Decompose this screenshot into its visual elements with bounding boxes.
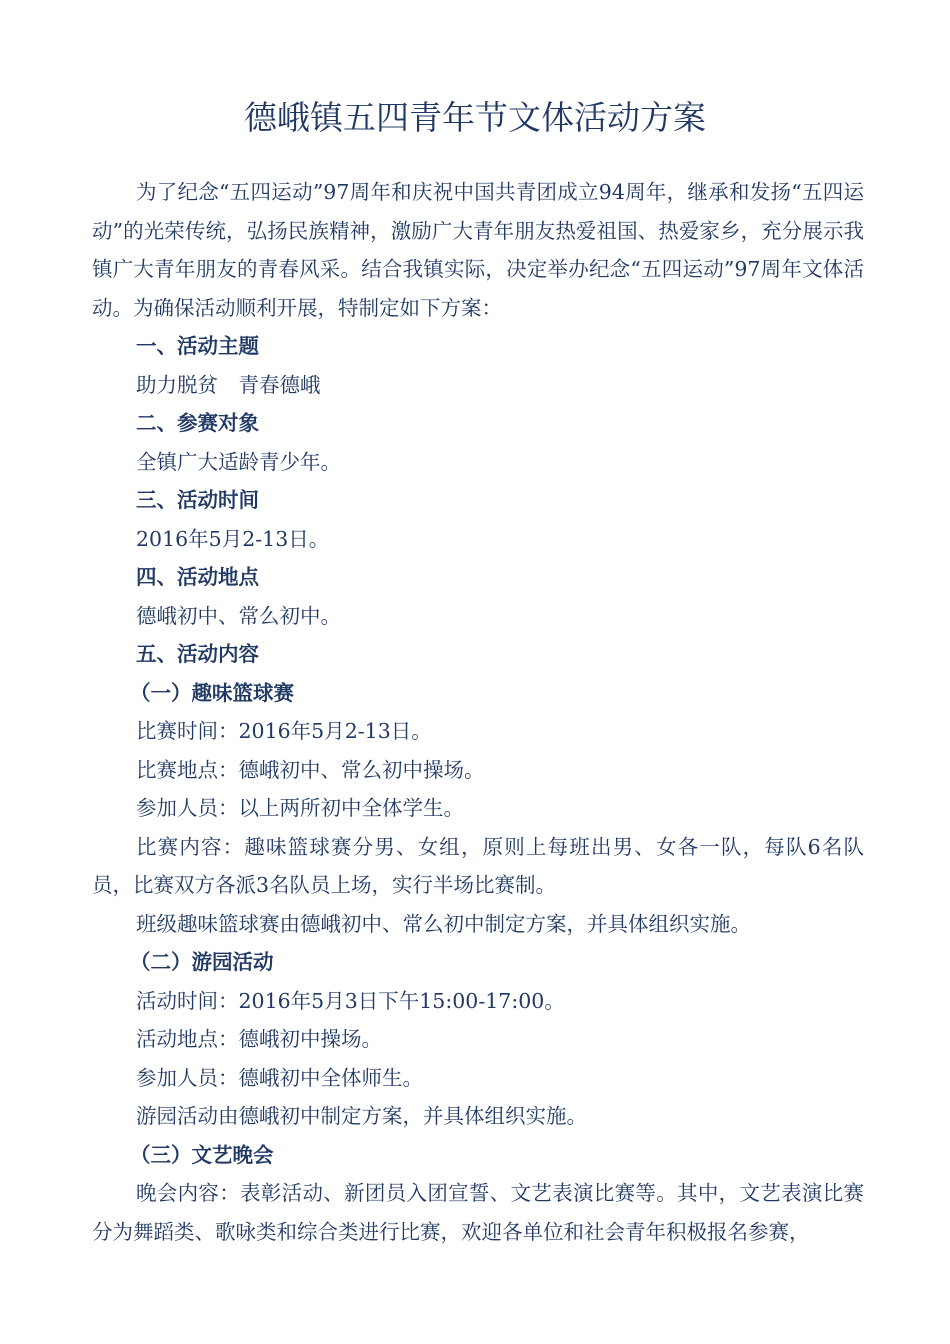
section-content-place: 德峨初中、常么初中。 [136, 603, 341, 628]
document-body [92, 173, 864, 1251]
section-content-theme: 助力脱贫 青春德峨 [136, 372, 321, 397]
subsection-heading-garden: （二）游园活动 [130, 950, 274, 974]
gala-content: 晚会内容：表彰活动、新团员入团宣誓、文艺表演比赛等。其中，文艺表演比赛分为舞蹈类、歌咏类和综合类进行比赛，欢迎各单位和社会青年积极报名参赛， [92, 1181, 864, 1244]
garden-people: 参加人员：德峨初中全体师生。 [136, 1065, 423, 1090]
section-heading-theme: 一、活动主题 [136, 334, 259, 358]
garden-place: 活动地点：德峨初中操场。 [136, 1027, 382, 1051]
section-heading-content: 五、活动内容 [136, 642, 259, 666]
garden-organize: 游园活动由德峨初中制定方案，并具体组织实施。 [136, 1104, 587, 1128]
basketball-organize: 班级趣味篮球赛由德峨初中、常么初中制定方案，并具体组织实施。 [136, 911, 751, 936]
subsection-heading-basketball: （一）趣味篮球赛 [130, 680, 294, 705]
section-heading-time: 三、活动时间 [136, 488, 259, 512]
garden-time: 活动时间：2016年5月3日下午15:00-17:00。 [136, 988, 565, 1013]
section-content-time: 2016年5月2-13日。 [136, 526, 330, 551]
section-heading-participants: 二、参赛对象 [136, 411, 259, 435]
document-title: 德峨镇五四青年节文体活动方案 [244, 98, 706, 137]
basketball-place: 比赛地点：德峨初中、常么初中操场。 [136, 757, 485, 782]
intro-paragraph: 为了纪念“五四运动”97周年和庆祝中国共青团成立94周年，继承和发扬“五四运动”的光荣传统，弘扬民族精神，激励广大青年朋友热爱祖国、热爱家乡，充分展示我镇广大青年朋友的青春风采。结合我镇实际，决定举办纪念“五四运动”97周年文体活动。为确保活动顺利开展，特制定如下方案： [92, 180, 864, 320]
section-content-participants: 全镇广大适龄青少年。 [136, 449, 341, 474]
subsection-heading-gala: （三）文艺晚会 [130, 1142, 274, 1167]
section-heading-place: 四、活动地点 [136, 565, 259, 589]
basketball-content: 比赛内容：趣味篮球赛分男、女组，原则上每班出男、女各一队，每队6名队员，比赛双方各派3名队员上场，实行半场比赛制。 [92, 834, 864, 897]
basketball-time: 比赛时间：2016年5月2-13日。 [136, 719, 432, 743]
basketball-people: 参加人员：以上两所初中全体学生。 [136, 796, 464, 820]
